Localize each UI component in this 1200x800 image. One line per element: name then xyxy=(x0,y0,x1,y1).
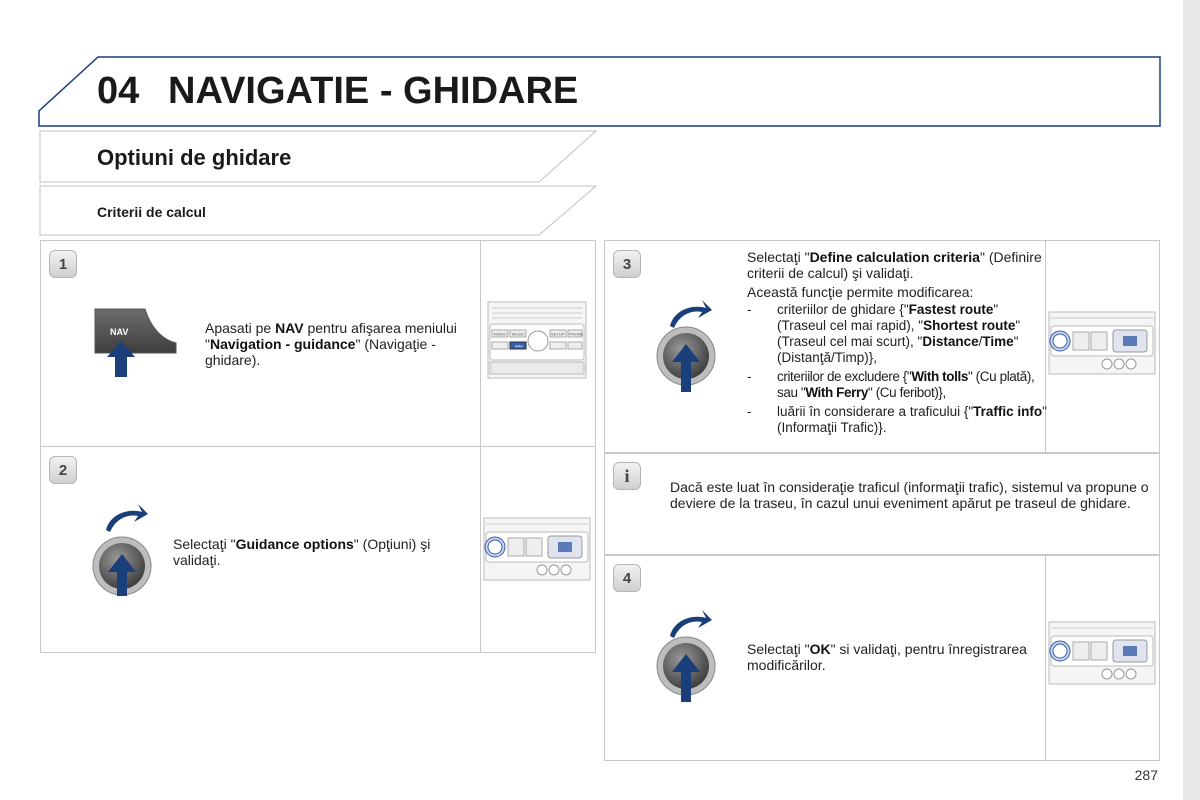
radio-panel-illustration-4 xyxy=(1047,620,1157,686)
radio-panel-illustration xyxy=(486,300,588,380)
step-4-text: Selectaţi "OK" si validaţi, pentru înregistrarea modificărilor. xyxy=(747,641,1027,673)
rotary-knob-icon-4 xyxy=(652,606,724,706)
step-1-divider xyxy=(480,240,481,447)
radio-label: RADIO xyxy=(494,331,507,337)
page-number: 287 xyxy=(1134,767,1158,783)
step-1-badge: 1 xyxy=(49,250,77,278)
rotary-knob-icon xyxy=(88,500,160,600)
chapter-number: 04 xyxy=(97,70,140,112)
radio-panel-illustration-3 xyxy=(1047,310,1157,376)
info-icon: i xyxy=(613,462,641,490)
setup-label: SETUP xyxy=(551,331,565,337)
page-edge-bar xyxy=(1183,0,1200,800)
radio-panel-illustration-2 xyxy=(482,516,592,582)
nav-button-icon xyxy=(90,305,185,380)
info-text: Dacă este luat în consideraţie traficul (informaţii trafic), sistemul va propune o deviere de la traseu, în cazul unui eveniment apărut pe traseul de ghidare. xyxy=(670,479,1149,511)
step-3-text: Selectaţi "Define calculation criteria" (Definire criterii de calcul) şi validaţi. Această funcţie permite modificarea: - criteriilor de ghidare {"Fastest route" (Traseul cel mai rapid), "Shortest route" (Traseul cel mai scurt), "Distance/Time" (Distanţă/Timp)}, - criteriilor de excludere {"With tolls" (Cu plată), sau "With Ferry" (Cu feribot)}, - luării în considerare a traficului {"Traffic info" (Informaţii Trafic)}. xyxy=(747,249,1047,435)
music-label: MUSIC xyxy=(512,331,525,337)
nav-button-label: NAV xyxy=(110,327,129,337)
step-2-text: Selectaţi "Guidance options" (Opţiuni) şi validaţi. xyxy=(173,536,431,568)
step-1-text: Apasati pe NAV pentru afişarea meniului "Navigation - guidance" (Navigaţie - ghidare). xyxy=(205,320,457,368)
step-4-badge: 4 xyxy=(613,564,641,592)
rotary-knob-icon-3 xyxy=(652,296,724,396)
step-3-badge: 3 xyxy=(613,250,641,278)
step-2-badge: 2 xyxy=(49,456,77,484)
subsection-title: Criterii de calcul xyxy=(97,204,206,220)
section-title: Optiuni de ghidare xyxy=(97,145,292,170)
step-4-divider xyxy=(1045,555,1046,761)
phone-label: PHONE xyxy=(569,331,584,337)
chapter-title: NAVIGATIE - GHIDARE xyxy=(168,70,579,112)
nav-label-small: NAV xyxy=(515,343,523,349)
step-2-divider xyxy=(480,446,481,653)
